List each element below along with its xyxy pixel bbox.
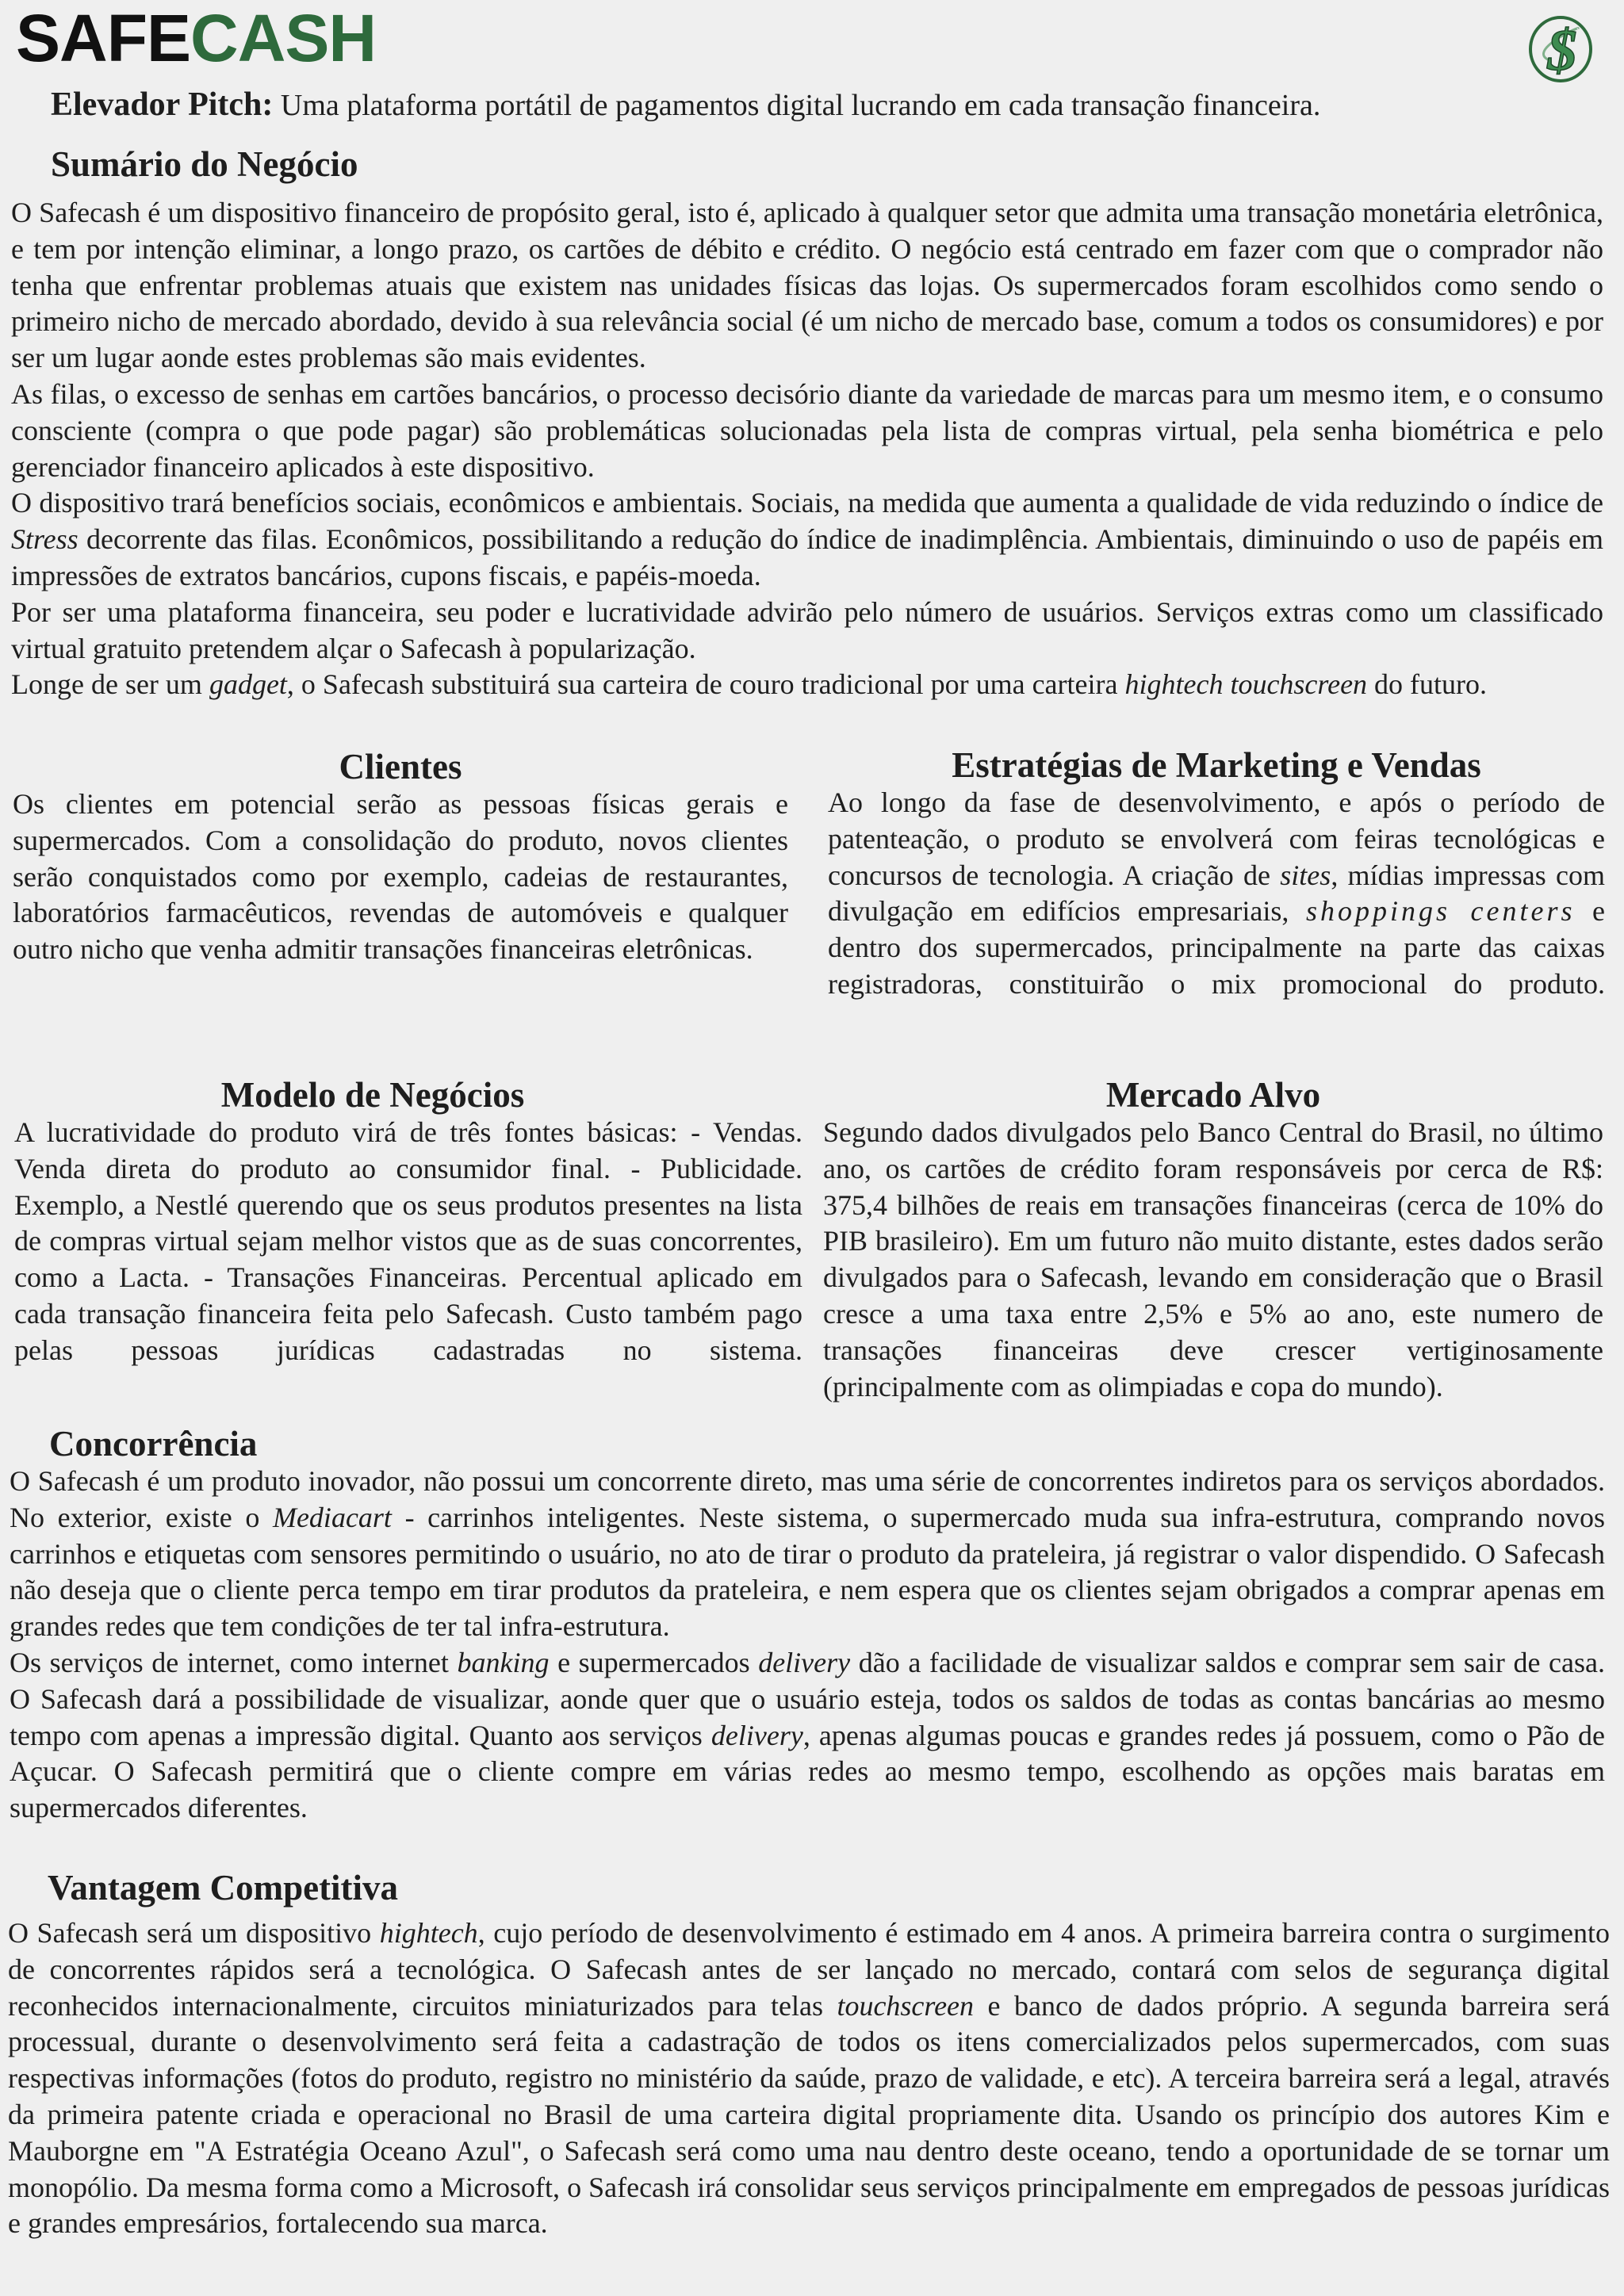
concorrencia-paragraph-1: O Safecash é um produto inovador, não possui um concorrente direto, mas uma série de concorrentes indiretos para os serviços abordados. No exterior, existe o Mediacart - carrinhos inteligentes. Neste sistema, o supermercado muda sua infra-estrutura, comprando novos carrinhos e etiquetas com sensores permitindo o usuário, no ato de tirar o produto da prateleira, já registrar o valor dispendido. O Safecash não deseja que o cliente perca tempo em tirar produtos da prateleira, e nem espera que os clientes sejam obrigados a comprar apenas em grandes redes que tem condições de ter tal infra-estrutura.: [10, 1465, 1605, 1643]
safecash-logo: [16, 1, 377, 75]
sumario-paragraph-2: As filas, o excesso de senhas em cartões bancários, o processo decisório diante da variedade de marcas para um mesmo item, e o consumo consciente (compra o que pode pagar) são problemáticas solucionadas pela lista de compras virtual, pela senha biométrica e pelo gerenciador financeiro aplicados à este dispositivo.: [11, 377, 1603, 483]
concorrencia-paragraph-2: Os serviços de internet, como internet banking e supermercados delivery dão a facilidade de visualizar saldos e comprar sem sair de casa. O Safecash dará a possibilidade de visualizar, aonde quer que o usuário esteja, todos os saldos de todas as contas bancárias ao mesmo tempo com apenas a impressão digital. Quanto aos serviços delivery, apenas algumas poucas e grandes redes já possuem, como o Pão de Açucar. O Safecash permitirá que o cliente compre em várias redes ao mesmo tempo, escolhendo as opções mais baratas em supermercados diferentes.: [10, 1646, 1606, 1824]
marketing-text: Ao longo da fase de desenvolvimento, e após o período de patenteação, o produto se envolverá com feiras tecnológicas e concursos de tecnologia. A criação de sites, mídias impressas com divulgação em edifícios empresariais, shoppings centers e dentro dos supermercados, principalmente na parte das caixas registradoras, constituirão o mix promocional do produto.: [828, 786, 1606, 1000]
concorrencia-title: Concorrência: [49, 1424, 258, 1464]
sumario-paragraph-1: O Safecash é um dispositivo financeiro de propósito geral, isto é, aplicado à qualquer setor que admita uma transação monetária eletrônica, e tem por intenção eliminar, a longo prazo, os cartões de débito e crédito. O negócio está centrado em fazer com que o comprador não tenha que enfrentar problemas atuais que existem nas unidades físicas das lojas. Os supermercados foram escolhidos como sendo o primeiro nicho de mercado abordado, devido à sua relevância social (é um nicho de mercado base, comum a todos os consumidores) e por ser um lugar aonde estes problemas são mais evidentes.: [11, 197, 1603, 374]
section-mercado: [823, 1075, 1603, 1405]
elevator-pitch: [51, 86, 1320, 124]
sumario-paragraph-4: Por ser uma plataforma financeira, seu poder e lucratividade advirão pelo número de usuários. Serviços extras como um classificado virtual gratuito pretendem alçar o Safecash à popularização.: [11, 595, 1603, 664]
logo-cash: CASH: [190, 1, 377, 75]
sumario-paragraph-3: O dispositivo trará benefícios sociais, econômicos e ambientais. Sociais, na medida que aumenta a qualidade de vida reduzindo o índice de Stress decorrente das filas. Econômicos, possibilitando a redução do índice de inadimplência. Ambientais, diminuindo o uso de papéis em impressões de extratos bancários, cupons fiscais, e papéis-moeda.: [11, 487, 1603, 591]
section-marketing: [828, 745, 1605, 1003]
dollar-sign-s-emblem-icon: [1518, 11, 1607, 90]
sumario-paragraph-5: Longe de ser um gadget, o Safecash substituirá sua carteira de couro tradicional por uma carteira hightech touchscreen do futuro.: [11, 668, 1488, 701]
modelo-title: Modelo de Negócios: [220, 1075, 525, 1115]
mercado-text: Segundo dados divulgados pelo Banco Central do Brasil, no último ano, os cartões de crédito foram responsáveis por cerca de R$: 375,4 bilhões de reais em transações financeiras (cerca de 10% do PIB brasileiro). Em um futuro não muito distante, estes dados serão divulgados para o Safecash, levando em consideração que o Brasil cresce a uma taxa entre 2,5% e 5% ao ano, este numero de transações financeiras deve crescer vertiginosamente (principalmente com as olimpiadas e copa do mundo).: [823, 1116, 1603, 1402]
vantagem-title: Vantagem Competitiva: [48, 1868, 399, 1908]
pitch-text: Uma plataforma portátil de pagamentos digital lucrando em cada transação financeira.: [273, 89, 1321, 122]
clientes-title: Clientes: [339, 747, 462, 786]
svg-text:$: $: [1547, 18, 1577, 83]
section-clientes: [13, 747, 788, 968]
section-concorrencia: [10, 1424, 1605, 1827]
sumario-title: Sumário do Negócio: [51, 144, 358, 184]
section-vantagem: [8, 1868, 1610, 2242]
marketing-title: Estratégias de Marketing e Vendas: [952, 745, 1481, 785]
logo-safe: SAFE: [16, 1, 191, 75]
modelo-text: A lucratividade do produto virá de três fontes básicas: - Vendas. Venda direta do produto ao consumidor final. - Publicidade. Exemplo, a Nestlé querendo que os seus produtos presentes na lista de compras virtual sejam melhor vistos que as de suas concorrentes, como a Lacta. - Transações Financeiras. Percentual aplicado em cada transação financeira feita pelo Safecash. Custo também pago pelas pessoas jurídicas cadastradas no sistema.: [14, 1116, 802, 1366]
pitch-label: Elevador Pitch:: [51, 86, 274, 123]
section-modelo: [14, 1075, 802, 1369]
section-sumario: [11, 144, 1603, 703]
mercado-title: Mercado Alvo: [1105, 1075, 1321, 1115]
clientes-text: Os clientes em potencial serão as pessoas físicas gerais e supermercados. Com a consolidação do produto, novos clientes serão conquistados como por exemplo, cadeias de restaurantes, laboratórios farmacêuticos, revendas de automóveis e qualquer outro nicho que venha admitir transações financeiras eletrônicas.: [13, 788, 788, 966]
vantagem-text: O Safecash será um dispositivo hightech, cujo período de desenvolvimento é estimado em 4 anos. A primeira barreira contra o surgimento de concorrentes rápidos será a tecnológica. O Safecash antes de ser lançado no mercado, contará com selos de segurança digital reconhecidos internacionalmente, circuitos miniaturizados para telas touchscreen e banco de dados próprio. A segunda barreira será processual, durante o desenvolvimento será feita a cadastração de todos os itens comercializados pelos supermercados, com suas respectivas informações (fotos do produto, registro no ministério da saúde, prazo de validade, e etc). A terceira barreira será a legal, através da primeira patente criada e operacional no Brasil de uma carteira digital propriamente dita. Usando os princípio dos autores Kim e Mauborgne em "A Estratégia Oceano Azul", o Safecash será como uma nau dentro deste oceano, tendo a oportunidade de se tornar um monopólio. Da mesma forma como a Microsoft, o Safecash irá consolidar seus serviços principalmente em empregados de pessoas jurídicas e grandes empresários, fortalecendo sua marca.: [8, 1917, 1611, 2240]
